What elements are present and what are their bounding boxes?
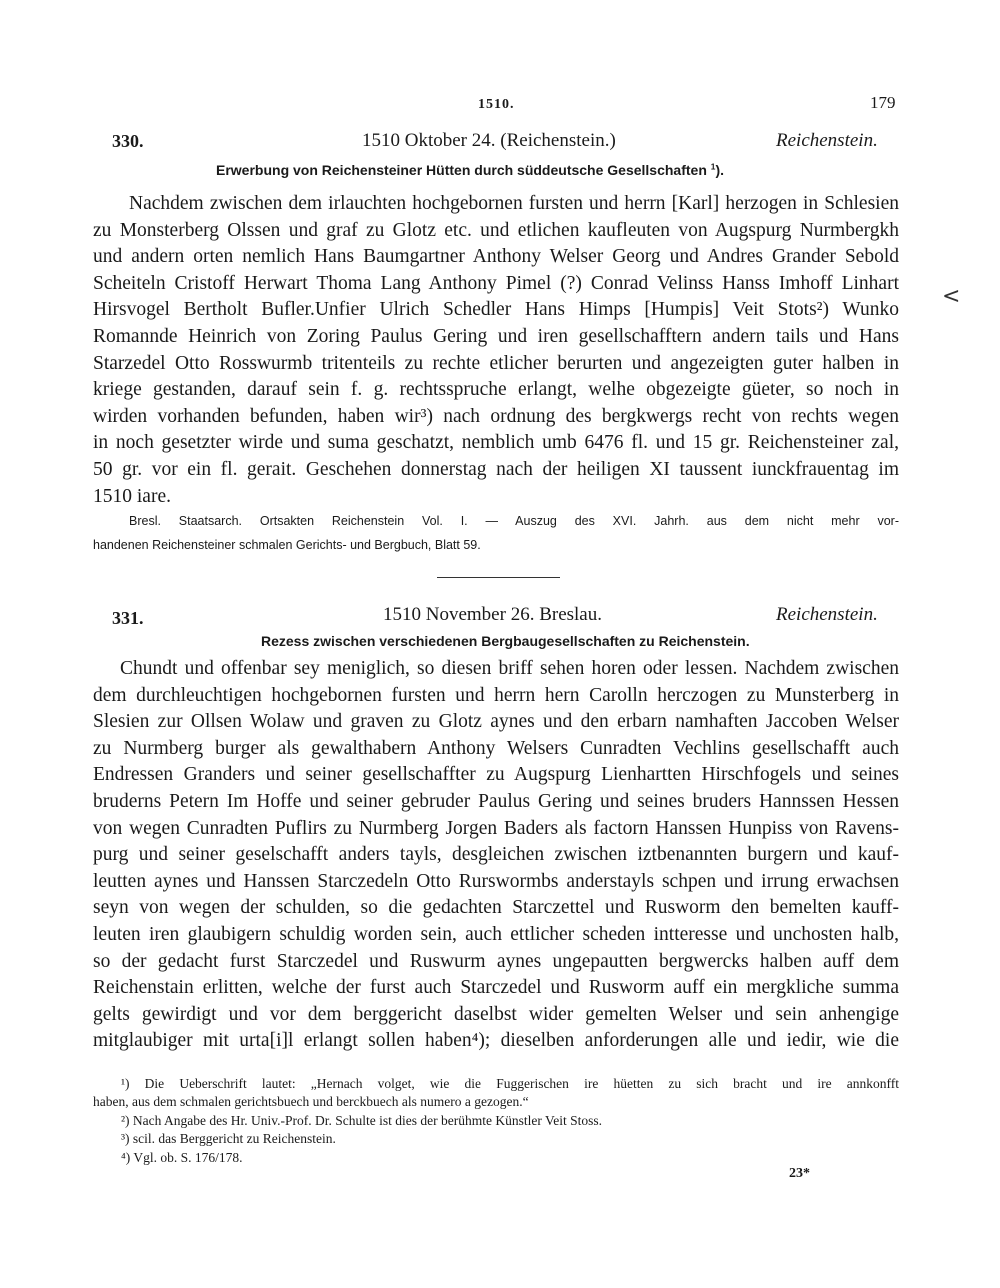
- footnote-line: ⁴) Vgl. ob. S. 176/178.: [121, 1149, 243, 1165]
- footnote-line: ¹) Die Ueberschrift lautet: „Hernach volget, wie die Fuggerischen ire hüetten zu sich bracht und ire annkonfft: [121, 1076, 899, 1091]
- footnote-line: ³) scil. das Berggericht zu Reichenstein.: [121, 1131, 336, 1147]
- margin-mark: <: [942, 284, 961, 309]
- text-line: bruderns Petern Im Hoffe und seiner gebruder Paulus Gering und seines bruders Hannssen Hessen: [93, 790, 899, 812]
- section-divider: [437, 577, 560, 578]
- doc-number: 331.: [112, 608, 144, 628]
- footnote-line: ²) Nach Angabe des Hr. Univ.-Prof. Dr. Schulte ist dies der berühmte Künstler Veit Stoss.: [121, 1112, 602, 1128]
- text-line: seyn von wegen der schulden, so die gedachten Starczettel und Rusworm den bemelten kauff-: [93, 897, 899, 919]
- doc-body: [93, 191, 899, 510]
- doc-number: 330.: [112, 131, 144, 151]
- doc-date-place: 1510 November 26. Breslau.: [383, 604, 602, 625]
- text-line: und andern orten nemlich Hans Baumgartner Anthony Welser Georg und Andres Grander Sebold: [93, 246, 899, 268]
- text-line: 50 gr. vor ein fl. gerait. Geschehen donnerstag nach der heiligen XI taussent iunckfrauentag im: [93, 458, 899, 480]
- text-line: kriege gestanden, darauf sein f. g. rechtsspruche erlangt, welhe obgezeigte güeter, so noch in: [93, 379, 899, 401]
- running-head: 1510.: [478, 97, 515, 112]
- page-number: 179: [870, 93, 896, 112]
- text-line: Reichenstain erlitten, welche der furst auch Starczedel und Rusworm auff ein mergkliche summa: [93, 977, 899, 999]
- text-line: Romannde Heinrich von Zoring Paulus Gering und iren gesellschafftern andern tails und Hans: [93, 325, 899, 347]
- text-line: mitglaubiger mit urta[i]l erlangt sollen haben⁴); dieselben anforderungen alle und iedir, wie die: [93, 1030, 899, 1052]
- source-line: Bresl. Staatsarch. Ortsakten Reichenstein Vol. I. — Auszug des XVI. Jahrh. aus dem nicht mehr vor-: [129, 514, 899, 528]
- doc-place: Reichenstein.: [776, 604, 878, 625]
- text-line: dem durchleuchtigen hochgebornen fursten und herrn hern Carolln herczogen zu Munsterberg in: [93, 684, 899, 706]
- doc-title: [216, 162, 724, 178]
- footnote-ref: 1: [710, 161, 716, 172]
- text-line: Endressen Granders und seiner gesellschaffter zu Augspurg Lienhartten Hirschfogels und seines: [93, 764, 899, 786]
- text-line: so der gedacht furst Starczedel und Ruswurm aynes ungepautten bergwercks halben auff dem: [93, 950, 899, 972]
- footnotes: [93, 1075, 899, 1167]
- doc-title-end: ).: [715, 162, 725, 178]
- doc-title: Rezess zwischen verschiedenen Bergbaugesellschaften zu Reichenstein.: [261, 633, 750, 649]
- text-line: leuten iren glaubigern schuldig worden sein, auch ettlicher scheden intteresse und unchosten halb,: [93, 923, 899, 945]
- doc-title-text: Erwerbung von Reichensteiner Hütten durch süddeutsche Gesellschaften: [216, 162, 707, 178]
- text-line: Chundt und offenbar sey meniglich, so diesen briff sehen horen oder lessen. Nachdem zwischen: [120, 658, 899, 679]
- signature-mark: 23*: [789, 1166, 810, 1181]
- text-line: Starzedel Otto Rosswurmb tritenteils zu rechte etlicher berurten und angezeigten guter halben in: [93, 352, 899, 374]
- footnote-line: haben, aus dem schmalen gerichtsbuech und berckbuech als numero a gezogen.“: [93, 1094, 529, 1110]
- text-line: purg und seiner geselschafft anders tayls, desgleichen zwischen iztbenannten burgern und kauf-: [93, 844, 899, 866]
- text-line: 1510 iare.: [93, 485, 171, 507]
- text-line: Slesien zur Ollsen Wolaw und graven zu Glotz aynes und den erbarn namhaften Jaccoben Welser: [93, 711, 899, 733]
- text-line: Nachdem zwischen dem irlauchten hochgebornen fursten und herrn [Karl] herzogen in Schlesien: [129, 193, 899, 214]
- text-line: zu Monsterberg Olssen und graf zu Glotz etc. und etlichen kaufleuten von Augspurg Nurmbergkh: [93, 219, 899, 241]
- source-note: [93, 509, 899, 557]
- text-line: Hirsvogel Bertholt Bufler.Unfier Ulrich Schedler Hans Himps [Humpis] Veit Stots²) Wunko: [93, 299, 899, 321]
- text-line: zu Nurmberg burger als gewalthabern Anthony Welsers Cunradten Vechlins gesellschafft auch: [93, 737, 899, 759]
- text-line: gelts gewirdigt und vor dem berggericht daselbst wider gemelten Welser und sein anhengige: [93, 1003, 899, 1025]
- doc-date-place: 1510 Oktober 24. (Reichenstein.): [362, 130, 616, 151]
- text-line: wirden vorhanden befunden, haben wir³) nach ordnung des bergkwergs recht von rechts wegen: [93, 405, 899, 427]
- doc-body: [93, 656, 899, 1055]
- text-line: leutten aynes und Hanssen Starczedeln Otto Rurswormbs anderstayls schpen und irrung erwachsen: [93, 870, 899, 892]
- text-line: von wegen Cunradten Puflirs zu Nurmberg Jorgen Baders als factorn Hanssen Hunpiss von Ravens-: [93, 817, 899, 839]
- text-line: in noch gesetzter wirde und suma geschatzt, nemblich umb 6476 fl. und 15 gr. Reichensteiner zal,: [93, 432, 899, 454]
- doc-place: Reichenstein.: [776, 130, 878, 151]
- source-line: handenen Reichensteiner schmalen Gerichts- und Bergbuch, Blatt 59.: [93, 538, 481, 552]
- text-line: Scheiteln Cristoff Herwart Thoma Lang Anthony Pimel (?) Conrad Velinss Hanss Imhoff Linhart: [93, 272, 899, 294]
